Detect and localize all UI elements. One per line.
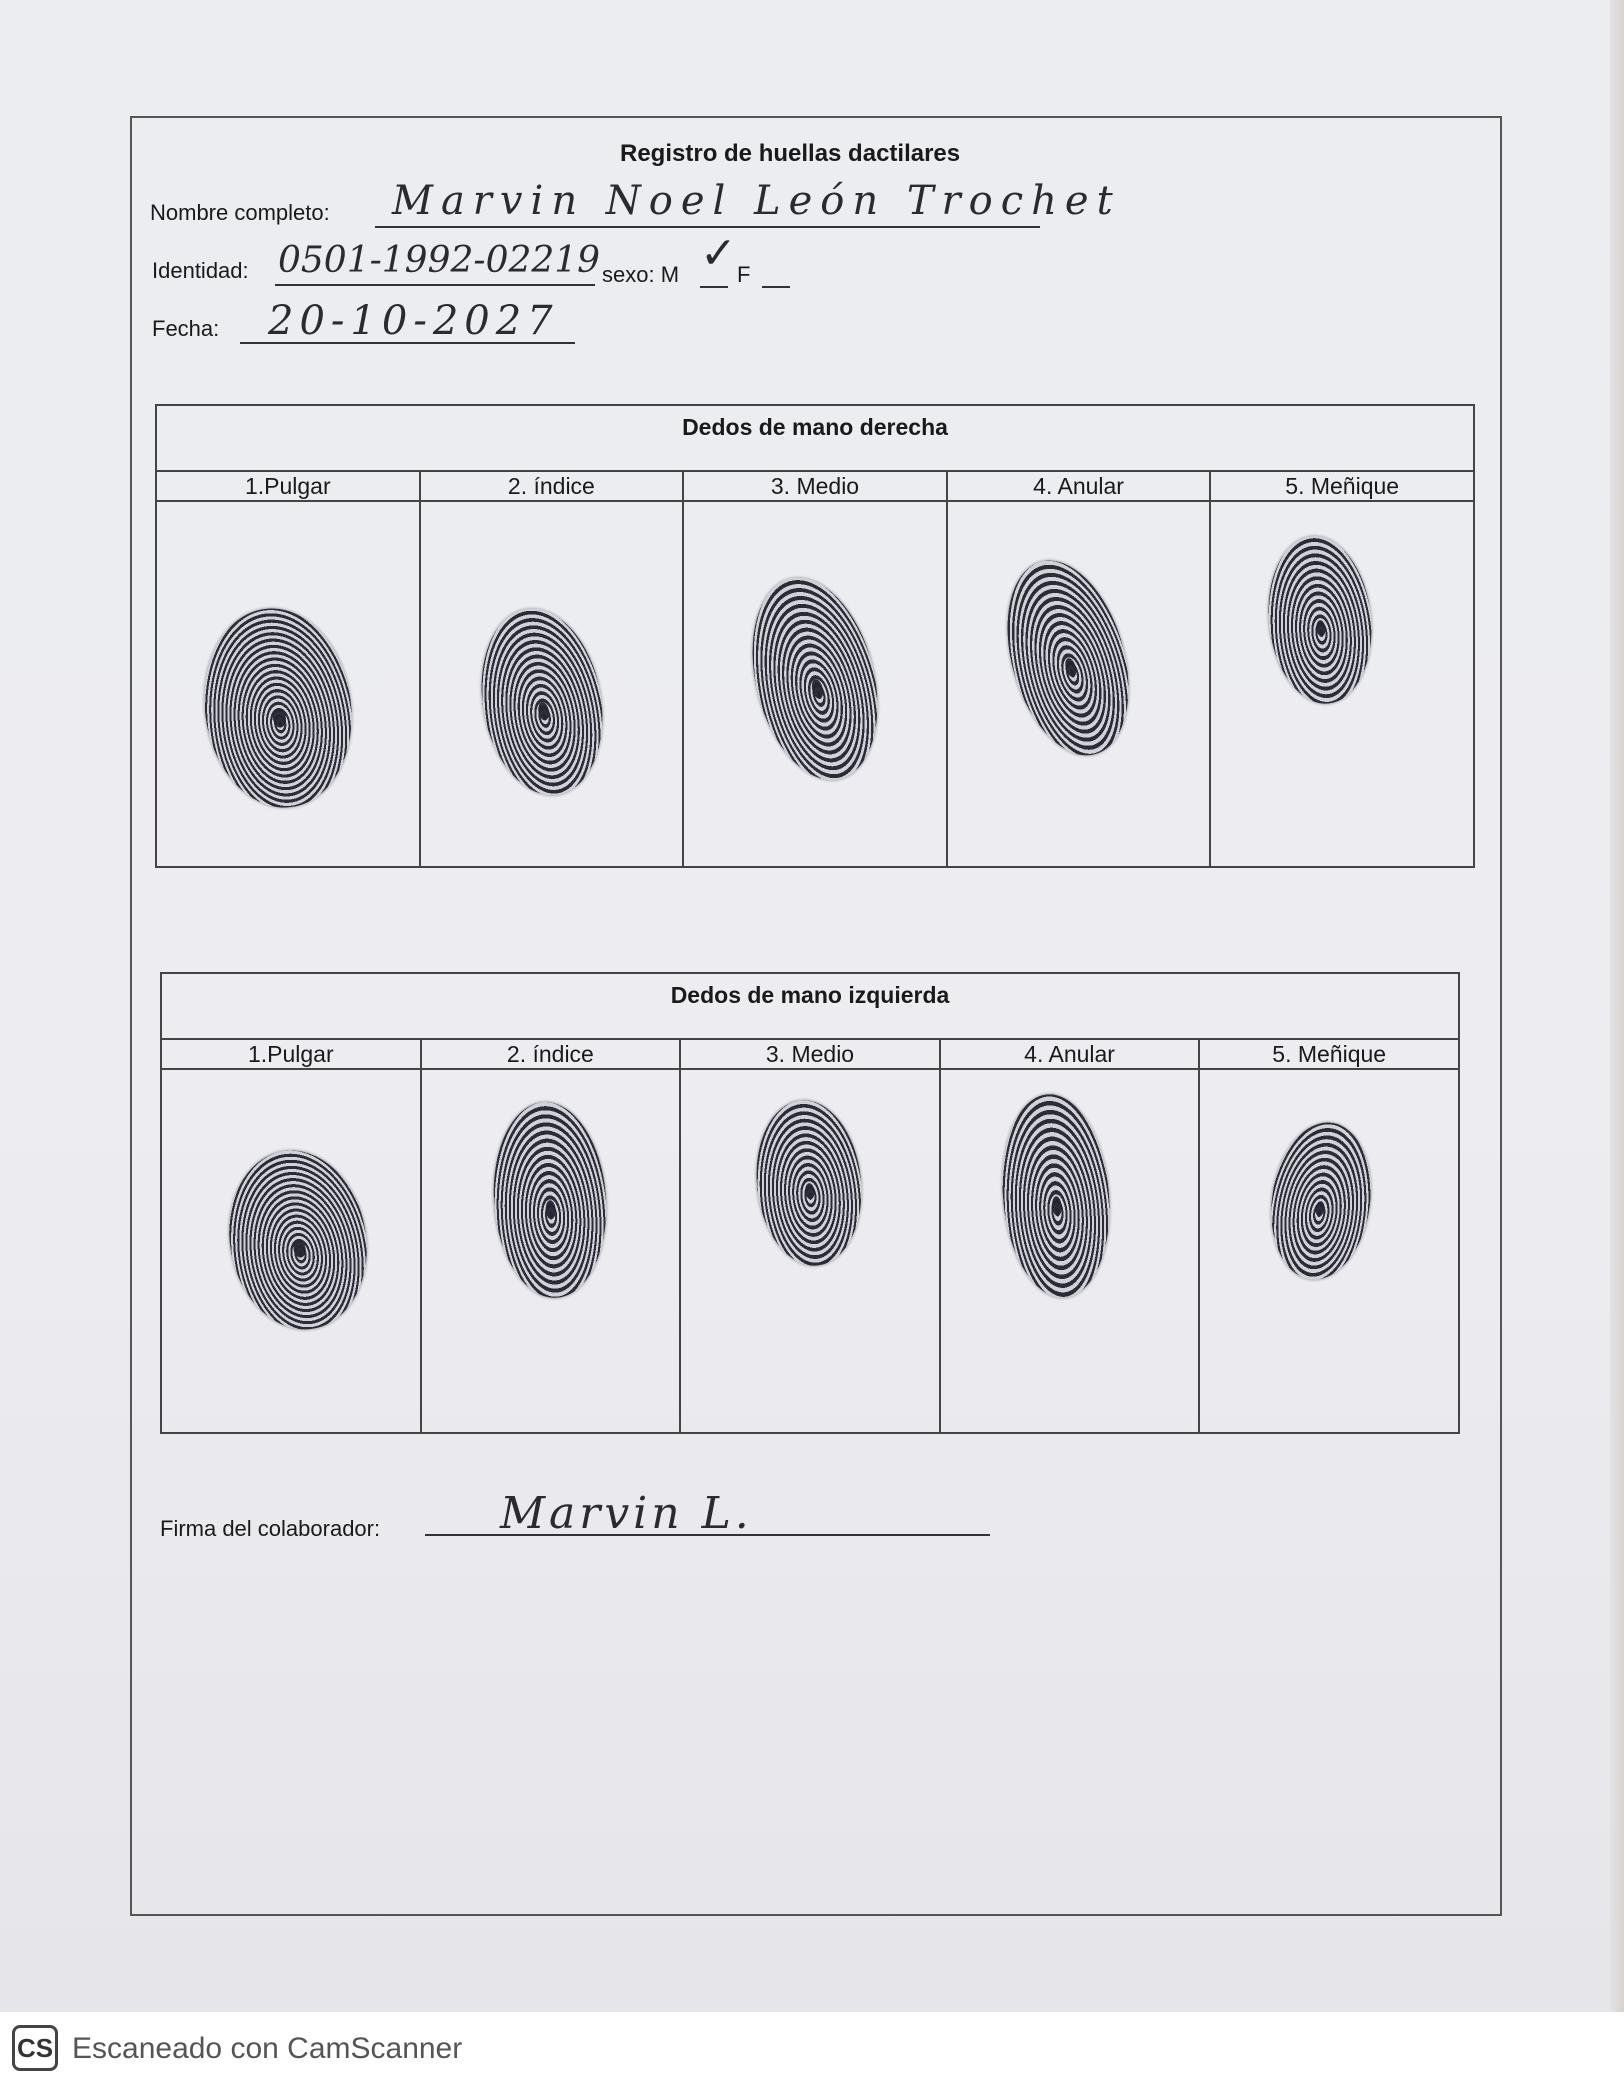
left-thumb-fingerprint bbox=[215, 1140, 380, 1341]
left-hand-table bbox=[160, 972, 1460, 1434]
id-underline bbox=[275, 284, 595, 286]
right-col-thumb: 1.Pulgar bbox=[156, 471, 420, 501]
sex-label: sexo: M bbox=[602, 262, 680, 287]
id-label: Identidad: bbox=[152, 258, 249, 283]
left-middle-fingerprint bbox=[749, 1095, 870, 1271]
left-index-fingerprint bbox=[487, 1098, 612, 1301]
right-hand-table bbox=[155, 404, 1475, 868]
right-thumb-cell bbox=[156, 501, 420, 867]
right-hand-header: Dedos de mano derecha bbox=[156, 405, 1474, 471]
paper-edge bbox=[1610, 0, 1624, 2012]
id-handwritten: 0501-1992-02219 bbox=[278, 240, 601, 281]
signature-handwritten: Marvin L. bbox=[500, 1488, 753, 1539]
left-col-thumb: 1.Pulgar bbox=[161, 1039, 421, 1069]
name-label: Nombre completo: bbox=[150, 200, 330, 225]
left-ring-fingerprint bbox=[994, 1090, 1117, 1302]
right-col-ring: 4. Anular bbox=[947, 471, 1211, 501]
right-middle-fingerprint bbox=[733, 565, 897, 793]
left-index-cell bbox=[421, 1069, 681, 1433]
right-ring-cell bbox=[947, 501, 1211, 867]
left-pinky-cell bbox=[1199, 1069, 1459, 1433]
right-col-index: 2. índice bbox=[420, 471, 684, 501]
camscanner-watermark: Escaneado con CamScanner bbox=[72, 2032, 463, 2065]
sex-checkmark: ✓ bbox=[700, 228, 737, 279]
signature-label: Firma del colaborador: bbox=[160, 1516, 381, 1541]
form-title: Registro de huellas dactilares bbox=[620, 140, 961, 167]
left-thumb-cell bbox=[161, 1069, 421, 1433]
right-index-cell bbox=[420, 501, 684, 867]
left-ring-cell bbox=[940, 1069, 1200, 1433]
left-middle-cell bbox=[680, 1069, 940, 1433]
right-middle-cell bbox=[683, 501, 947, 867]
sex-f-underline bbox=[762, 286, 790, 288]
left-col-pinky: 5. Meñique bbox=[1199, 1039, 1459, 1069]
left-col-ring: 4. Anular bbox=[940, 1039, 1200, 1069]
right-col-middle: 3. Medio bbox=[683, 471, 947, 501]
camscanner-logo: CS bbox=[12, 2025, 58, 2071]
name-handwritten: Marvin Noel León Trochet bbox=[392, 178, 1121, 224]
left-col-index: 2. índice bbox=[421, 1039, 681, 1069]
right-pinky-fingerprint bbox=[1261, 531, 1380, 709]
right-col-pinky: 5. Meñique bbox=[1210, 471, 1474, 501]
right-pinky-cell bbox=[1210, 501, 1474, 867]
right-thumb-fingerprint bbox=[192, 599, 364, 817]
date-label: Fecha: bbox=[152, 316, 220, 341]
right-ring-fingerprint bbox=[986, 546, 1149, 769]
date-handwritten: 20-10-2027 bbox=[268, 298, 559, 344]
right-index-fingerprint bbox=[467, 599, 616, 805]
sex-f-label: F bbox=[737, 262, 751, 287]
sex-m-underline bbox=[700, 286, 728, 288]
left-pinky-fingerprint bbox=[1262, 1116, 1381, 1286]
left-col-middle: 3. Medio bbox=[680, 1039, 940, 1069]
left-hand-header: Dedos de mano izquierda bbox=[161, 973, 1459, 1039]
